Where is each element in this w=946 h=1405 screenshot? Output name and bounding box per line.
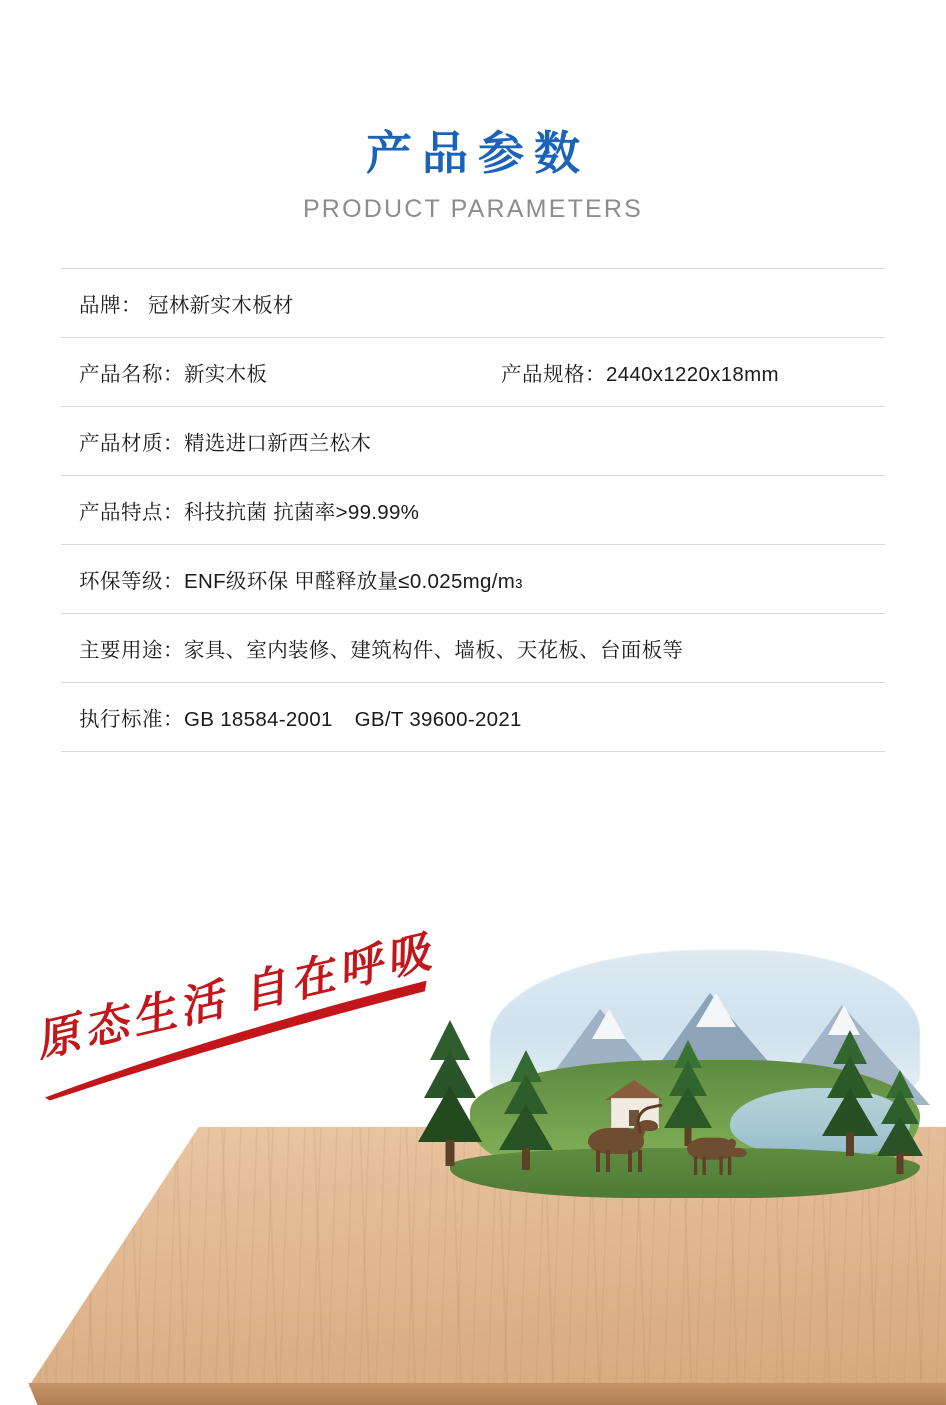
row-label: 主要用途： xyxy=(79,638,184,662)
row-label: 产品材质： xyxy=(79,431,184,455)
row-secondary-cell xyxy=(501,357,779,387)
table-row xyxy=(61,407,885,476)
nature-diorama xyxy=(430,920,930,1220)
row-value: 新实木板 xyxy=(184,362,268,386)
row-value-2: 2440x1220x18mm xyxy=(606,362,779,386)
table-row xyxy=(61,683,885,752)
row-label: 环保等级： xyxy=(79,569,184,593)
row-value: 精选进口新西兰松木 xyxy=(184,431,372,455)
row-label: 品牌： xyxy=(79,293,142,317)
product-scene-illustration xyxy=(0,900,946,1405)
table-row xyxy=(61,269,885,338)
row-value: GB 18584-2001 xyxy=(184,707,333,731)
table-row xyxy=(61,614,885,683)
board-edge xyxy=(28,1383,946,1405)
cabin-roof xyxy=(605,1080,663,1100)
row-label: 执行标准： xyxy=(79,707,184,731)
deer-icon xyxy=(682,1133,750,1184)
row-label: 产品特点： xyxy=(79,500,184,524)
row-label-2: 产品规格： xyxy=(501,362,606,386)
table-row xyxy=(61,338,885,407)
row-value: ENF级环保 甲醛释放量≤0.025mg/m xyxy=(184,569,516,593)
page-header xyxy=(0,0,946,224)
row-value: 科技抗菌 抗菌率>99.99% xyxy=(184,500,420,524)
table-row: 环保等级： ENF级环保 甲醛释放量≤0.025mg/m 3 xyxy=(61,545,885,614)
table-row xyxy=(61,476,885,545)
page-subtitle: PRODUCT PARAMETERS xyxy=(302,194,644,223)
row-value-extra: GB/T 39600-2021 xyxy=(354,707,522,731)
row-label: 产品名称： xyxy=(79,362,184,386)
row-value: 冠林新实木板材 xyxy=(148,293,294,317)
page-title: 产品参数 xyxy=(366,127,590,179)
slogan-calligraphy xyxy=(28,917,451,1153)
deer-icon xyxy=(580,1120,670,1190)
row-value: 家具、室内装修、建筑构件、墙板、天花板、台面板等 xyxy=(184,638,684,662)
slogan-text: 原态生活 自在呼吸 xyxy=(30,926,440,1067)
product-parameters-table xyxy=(61,268,885,752)
